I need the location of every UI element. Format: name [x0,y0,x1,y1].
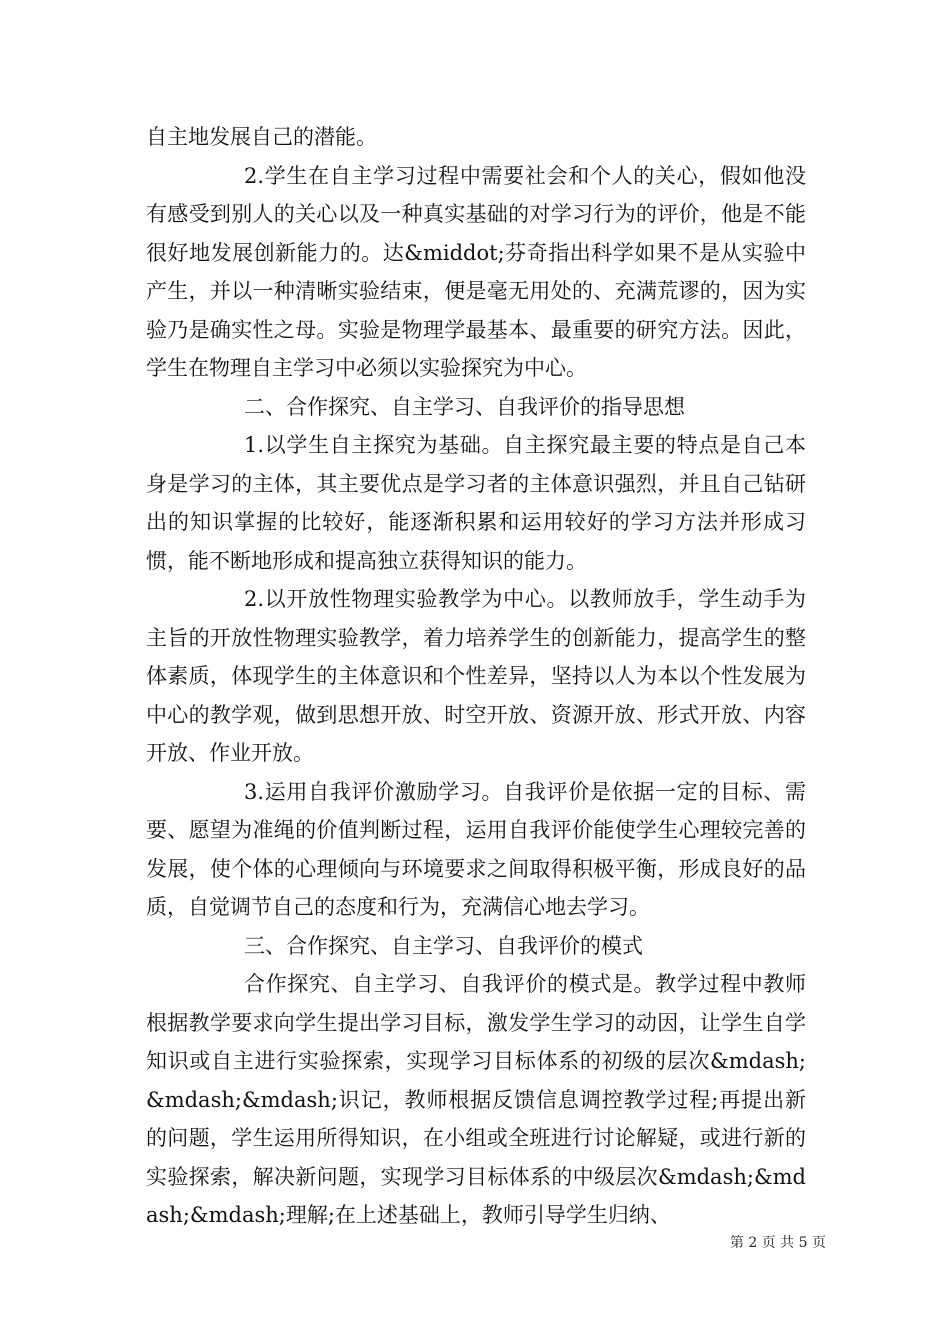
paragraph-item-2-open-experiment: 2.以开放性物理实验教学为中心。以教师放手，学生动手为主旨的开放性物理实验教学，着力培养学生的创新能力，提高学生的整体素质，体现学生的主体意识和个性差异，坚持以人为本以个性发展为中心的教学观，做到思想开放、时空开放、资源开放、形式开放、内容开放、作业开放。 [146,587,806,765]
document-body [146,118,806,1235]
section-heading-guiding-ideas: 二、合作探究、自主学习、自我评价的指导思想 [244,394,685,419]
paragraph-model-description: 合作探究、自主学习、自我评价的模式是。教学过程中教师根据教学要求向学生提出学习目标，激发学生学习的动因，让学生自学知识或自主进行实验探索，实现学习目标体系的初级的层次&mdash;&mdash;&mdash;识记，教师根据反馈信息调控教学过程;再提出新的问题，学生运用所得知识，在小组或全班进行讨论解疑，或进行新的实验探索，解决新问题，实现学习目标体系的中级层次&mdash;&mdash;&mdash;理解;在上述基础上，教师引导学生归纳、 [146,972,806,1227]
paragraph-item-2-experiment-center: 2.学生在自主学习过程中需要社会和个人的关心，假如他没有感受到别人的关心以及一种真实基础的对学习行为的评价，他是不能很好地发展创新能力的。达&middot;芬奇指出科学如果不是从实验中产生，并以一种清晰实验结束，便是毫无用处的、充满荒谬的，因为实验乃是确实性之母。实验是物理学最基本、最重要的研究方法。因此，学生在物理自主学习中必须以实验探究为中心。 [146,163,806,380]
section-heading-model: 三、合作探究、自主学习、自我评价的模式 [244,933,643,958]
page-number-footer: 第 2 页 共 5 页 [729,1235,826,1251]
paragraph-item-3-self-evaluation: 3.运用自我评价激励学习。自我评价是依据一定的目标、需要、愿望为准绳的价值判断过程，运用自我评价能使学生心理较完善的发展，使个体的心理倾向与环境要求之间取得积极平衡，形成良好的品质，自觉调节自己的态度和行为，充满信心地去学习。 [146,779,806,919]
paragraph-item-1-self-inquiry: 1.以学生自主探究为基础。自主探究最主要的特点是自己本身是学习的主体，其主要优点是学习者的主体意识强烈，并且自己钻研出的知识掌握的比较好，能逐渐积累和运用较好的学习方法并形成习惯，能不断地形成和提高独立获得知识的能力。 [146,433,806,573]
paragraph-continuation: 自主地发展自己的潜能。 [146,125,377,149]
